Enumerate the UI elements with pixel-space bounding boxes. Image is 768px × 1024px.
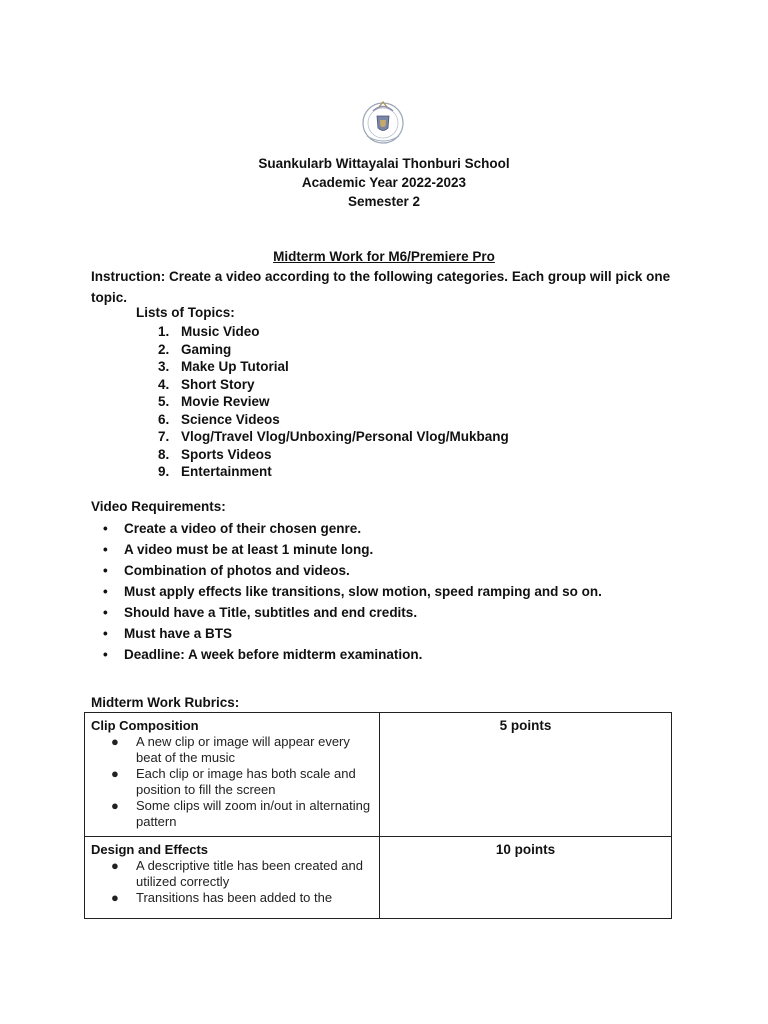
list-number: 8. bbox=[158, 446, 170, 462]
list-item bbox=[91, 858, 373, 890]
school-header bbox=[0, 154, 768, 211]
criterion-bullets bbox=[91, 858, 373, 906]
list-item bbox=[103, 644, 602, 665]
criterion-bullet-text: Each clip or image has both scale and position to fill the screen bbox=[136, 766, 356, 797]
requirements-label: Video Requirements: bbox=[91, 499, 226, 514]
topic-text: Short Story bbox=[181, 376, 255, 392]
bullet-icon: ● bbox=[111, 890, 119, 905]
requirements-list bbox=[103, 518, 602, 665]
bullet-icon: • bbox=[103, 542, 108, 557]
bullet-icon: • bbox=[103, 521, 108, 536]
list-item bbox=[91, 734, 373, 766]
requirement-text: A video must be at least 1 minute long. bbox=[124, 542, 374, 557]
topics-label: Lists of Topics: bbox=[136, 305, 235, 320]
criterion-bullet-text: A new clip or image will appear every beat of the music bbox=[136, 734, 350, 765]
list-number: 6. bbox=[158, 411, 170, 427]
list-item bbox=[103, 623, 602, 644]
topic-text: Music Video bbox=[181, 324, 260, 339]
topic-text: Science Videos bbox=[181, 411, 280, 427]
list-item bbox=[158, 358, 509, 376]
list-item bbox=[91, 798, 373, 830]
rubric-table bbox=[84, 712, 672, 919]
list-item bbox=[103, 518, 602, 539]
list-number: 1. bbox=[158, 324, 170, 339]
criterion-bullet-text: Some clips will zoom in/out in alternating pattern bbox=[136, 798, 371, 829]
list-item bbox=[158, 428, 509, 446]
bullet-icon: • bbox=[103, 626, 108, 641]
bullet-icon: ● bbox=[111, 798, 119, 813]
criterion-bullets bbox=[91, 734, 373, 830]
list-item bbox=[103, 602, 602, 623]
points-cell: 10 points bbox=[380, 837, 672, 919]
topic-text: Entertainment bbox=[181, 464, 272, 479]
requirement-text: Deadline: A week before midterm examination. bbox=[124, 647, 423, 662]
criterion-cell bbox=[85, 713, 380, 837]
list-number: 3. bbox=[158, 359, 170, 374]
points-cell: 5 points bbox=[380, 713, 672, 837]
rubrics-label: Midterm Work Rubrics: bbox=[91, 695, 240, 710]
list-number: 7. bbox=[158, 429, 170, 444]
bullet-icon: • bbox=[103, 605, 108, 620]
list-number: 2. bbox=[158, 341, 170, 357]
list-item bbox=[158, 393, 509, 411]
bullet-icon: ● bbox=[111, 858, 119, 873]
instruction-text: Instruction: Create a video according to the following categories. Each group will pick one topic. bbox=[91, 269, 671, 305]
bullet-icon: • bbox=[103, 563, 108, 578]
table-row bbox=[85, 837, 672, 919]
requirement-text: Should have a Title, subtitles and end credits. bbox=[124, 605, 418, 620]
topics-list bbox=[158, 323, 509, 481]
list-item bbox=[158, 446, 509, 464]
document-title: Midterm Work for M6/Premiere Pro bbox=[273, 249, 495, 264]
list-item bbox=[103, 560, 602, 581]
list-item bbox=[158, 323, 509, 341]
semester: Semester 2 bbox=[347, 194, 421, 209]
criterion-cell bbox=[85, 837, 380, 919]
criterion-title: Clip Composition bbox=[91, 718, 199, 733]
bullet-icon: ● bbox=[111, 734, 119, 749]
list-item bbox=[91, 766, 373, 798]
list-number: 5. bbox=[158, 394, 170, 409]
requirement-text: Must have a BTS bbox=[124, 626, 233, 641]
bullet-icon: ● bbox=[111, 766, 119, 781]
topic-text: Vlog/Travel Vlog/Unboxing/Personal Vlog/Mukbang bbox=[181, 429, 509, 444]
list-item bbox=[103, 581, 602, 602]
requirement-text: Combination of photos and videos. bbox=[124, 563, 350, 578]
topic-text: Sports Videos bbox=[181, 446, 272, 462]
topic-text: Movie Review bbox=[181, 394, 270, 409]
requirement-text: Create a video of their chosen genre. bbox=[124, 521, 362, 536]
topic-text: Make Up Tutorial bbox=[181, 359, 289, 374]
list-item bbox=[103, 539, 602, 560]
list-item bbox=[158, 463, 509, 481]
table-row bbox=[85, 713, 672, 837]
list-number: 9. bbox=[158, 464, 170, 479]
criterion-bullet-text: A descriptive title has been created and utilized correctly bbox=[136, 858, 363, 889]
criterion-title: Design and Effects bbox=[91, 842, 209, 857]
bullet-icon: • bbox=[103, 584, 108, 599]
list-item bbox=[158, 341, 509, 359]
topic-text: Gaming bbox=[181, 341, 232, 357]
academic-year: Academic Year 2022-2023 bbox=[301, 175, 467, 190]
requirement-text: Must apply effects like transitions, slow motion, speed ramping and so on. bbox=[124, 584, 602, 599]
bullet-icon: • bbox=[103, 647, 108, 662]
list-item bbox=[91, 890, 373, 906]
list-number: 4. bbox=[158, 376, 170, 392]
school-crest-icon bbox=[357, 96, 409, 148]
school-name: Suankularb Wittayalai Thonburi School bbox=[258, 156, 510, 171]
criterion-bullet-text: Transitions has been added to the bbox=[136, 890, 333, 905]
list-item bbox=[158, 411, 509, 429]
list-item bbox=[158, 376, 509, 394]
